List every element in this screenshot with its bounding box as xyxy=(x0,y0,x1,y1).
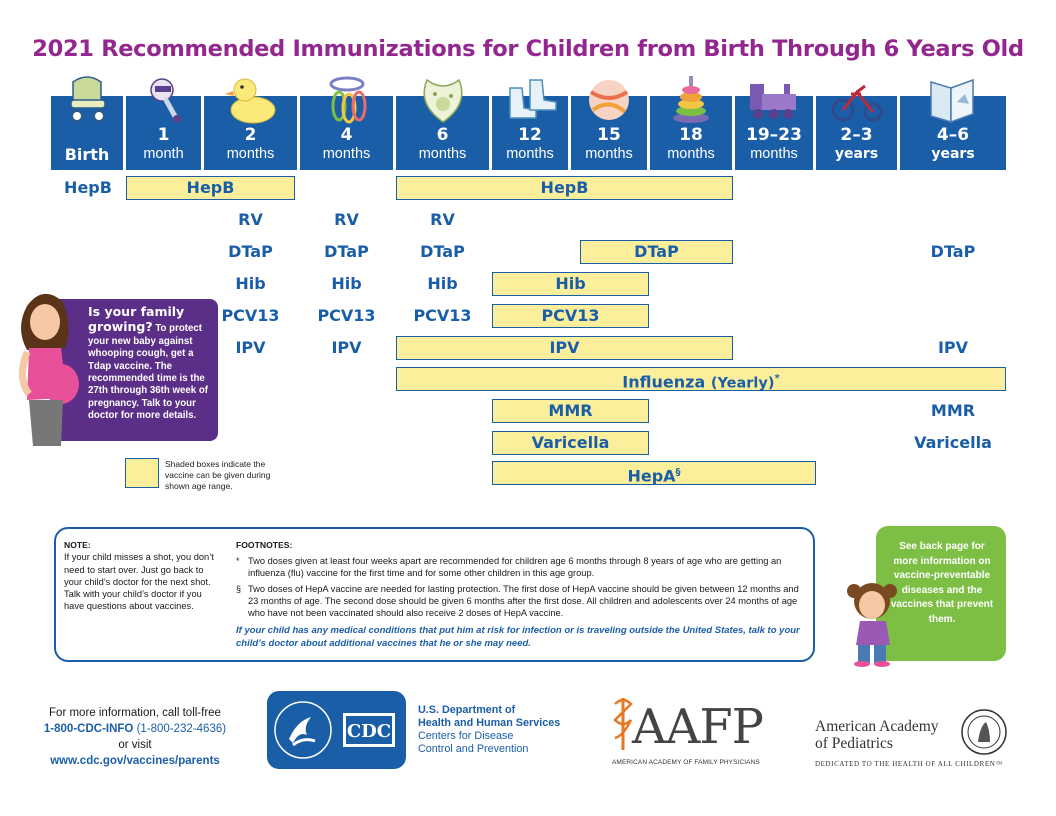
age-number: 19–23 xyxy=(746,125,802,145)
pregnancy-line-2: The recommended time is the 27th through 36th week of pregnancy. Talk to your doctor for more details. xyxy=(88,360,209,422)
rings-icon xyxy=(319,74,375,126)
legend-text: Shaded boxes indicate the vaccine can be given during shown age range. xyxy=(165,459,271,491)
stacking-rings-icon xyxy=(663,74,719,126)
age-2-3-years xyxy=(816,96,897,170)
girl-illustration xyxy=(842,575,912,667)
pregnancy-line-1: To protect your new baby against whooping cough, get a Tdap vaccine. xyxy=(88,323,202,372)
pregnant-woman-illustration xyxy=(5,288,90,446)
bar-varicella-12-15-months: Varicella xyxy=(492,431,649,455)
rattle-icon xyxy=(136,74,192,126)
vaccine-hib-2m: Hib xyxy=(235,274,266,293)
bar-mmr-12-15-months: MMR xyxy=(492,399,649,423)
vaccine-mmr-4-6y: MMR xyxy=(930,401,976,420)
age-unit: months xyxy=(418,146,467,162)
age-unit: years xyxy=(931,146,975,162)
hhs-eagle-icon xyxy=(267,691,406,769)
vaccine-ipv-2m: IPV xyxy=(235,338,266,357)
age-unit: years xyxy=(834,146,879,162)
vaccine-hib-6m: Hib xyxy=(427,274,458,293)
cdc-line-1: Centers for Disease xyxy=(418,730,514,742)
vaccine-hepb-birth: HepB xyxy=(64,178,112,197)
age-number: 2 xyxy=(244,125,257,145)
hhs-text xyxy=(418,704,598,756)
age-15-months xyxy=(571,96,647,170)
age-19-23-months xyxy=(735,96,813,170)
influenza-footnote-mark: * xyxy=(774,373,780,384)
age-number: 12 xyxy=(518,125,542,145)
age-unit: months xyxy=(322,146,371,162)
age-number: 6 xyxy=(436,125,449,145)
age-unit: months xyxy=(506,146,554,162)
aafp-wordmark: AAFP xyxy=(632,699,763,755)
vaccine-dtap-2m: DTaP xyxy=(228,242,273,261)
age-6-months xyxy=(396,96,489,170)
age-unit: month xyxy=(143,146,184,162)
age-1-month xyxy=(126,96,201,170)
age-unit: months xyxy=(226,146,275,162)
age-number: 2–3 xyxy=(840,125,873,145)
footnote-text: Two doses of HepA vaccine are needed for lasting protection. The first dose of HepA vaccine should be given between 12 months and 23 months of age. The second dose should be given 6 months after the first dose. All children and adolescents over 24 months of age who have not been vaccinated should also receive 2 doses of HepA vaccine. xyxy=(248,584,799,618)
hepa-footnote-mark: § xyxy=(675,467,681,478)
hhs-cdc-logo xyxy=(267,691,406,769)
age-12-months xyxy=(492,96,568,170)
age-birth xyxy=(51,96,123,170)
aap-name-line-2: of Pediatrics xyxy=(815,735,893,752)
vaccine-dtap-6m: DTaP xyxy=(420,242,465,261)
bar-hepa-12-23-months xyxy=(492,461,816,485)
contact-url-link[interactable]: www.cdc.gov/vaccines/parents xyxy=(50,755,220,767)
duck-icon xyxy=(223,74,279,126)
vaccine-rv-4m: RV xyxy=(334,210,359,229)
bar-hepb-6-18-months: HepB xyxy=(396,176,733,200)
train-icon xyxy=(746,74,802,126)
vaccine-pcv13-2m: PCV13 xyxy=(221,306,280,325)
vaccine-pcv13-6m: PCV13 xyxy=(413,306,472,325)
hhs-dept-line-2: Health and Human Services xyxy=(418,717,561,729)
age-18-months xyxy=(650,96,732,170)
influenza-label: Influenza xyxy=(622,372,706,392)
age-header-row xyxy=(51,73,1006,170)
influenza-yearly-label: (Yearly) xyxy=(710,375,775,392)
age-number: 4 xyxy=(340,125,353,145)
vaccine-varicella-4-6y: Varicella xyxy=(914,433,992,452)
age-number: 18 xyxy=(679,125,703,145)
vaccine-pcv13-4m: PCV13 xyxy=(317,306,376,325)
footnote-text: Two doses given at least four weeks apart are recommended for children age 6 months through 8 years of age who are getting an influenza (flu) vaccine for the first time and for some other children in this age group. xyxy=(248,556,782,578)
book-icon xyxy=(925,74,981,126)
age-number: 15 xyxy=(597,125,621,145)
note-text: If your child misses a shot, you don’t need to start over. Just go back to your child’s doctor for the next shot. Talk with your child’s doctor if you have questions about vaccines. xyxy=(64,552,214,612)
contact-line-1: For more information, call toll-free xyxy=(49,707,221,719)
age-2-months xyxy=(204,96,297,170)
footnotes-column xyxy=(236,539,806,650)
aafp-full-name: AMERICAN ACADEMY OF FAMILY PHYSICIANS xyxy=(612,759,760,766)
footnote-influenza xyxy=(236,555,806,579)
age-4-months xyxy=(300,96,393,170)
contact-phone-word: 1-800-CDC-INFO xyxy=(43,723,134,735)
age-label: Birth xyxy=(64,145,110,164)
aap-seal-icon xyxy=(960,708,1008,756)
cdc-mark: CDC xyxy=(346,721,392,742)
back-page-text: See back page for more information on vaccine-preventable diseases and the vaccines that prevent them. xyxy=(890,541,994,625)
page-title: 2021 Recommended Immunizations for Children from Birth Through 6 Years Old xyxy=(32,36,1024,62)
bar-influenza-yearly xyxy=(396,367,1006,391)
age-unit: months xyxy=(667,146,715,162)
cdc-line-2: Control and Prevention xyxy=(418,743,529,755)
pregnancy-text xyxy=(88,305,218,423)
vaccine-rv-6m: RV xyxy=(430,210,455,229)
ball-icon xyxy=(581,74,637,126)
note-title: NOTE: xyxy=(64,540,91,550)
note-column xyxy=(64,539,224,613)
vaccine-hib-4m: Hib xyxy=(331,274,362,293)
vaccine-dtap-4m: DTaP xyxy=(324,242,369,261)
vaccine-ipv-4m: IPV xyxy=(331,338,362,357)
notes-footnotes-box xyxy=(54,527,815,662)
age-unit: months xyxy=(585,146,633,162)
vaccine-ipv-4-6y: IPV xyxy=(937,338,969,357)
age-unit: months xyxy=(750,146,798,162)
tricycle-icon xyxy=(829,74,885,126)
bar-hepb-1-6-months: HepB xyxy=(126,176,295,200)
hepa-label: HepA xyxy=(627,466,676,486)
aap-tagline: DEDICATED TO THE HEALTH OF ALL CHILDREN™ xyxy=(815,760,1003,768)
age-number: 1 xyxy=(157,125,170,145)
travel-advice-text: If your child has any medical conditions that put him at risk for infection or is traveling outside the United States, talk to your child’s doctor about additional vaccines that he or she may need. xyxy=(236,625,800,649)
footnotes-title: FOOTNOTES: xyxy=(236,540,293,550)
bar-dtap-15-18-months: DTaP xyxy=(580,240,733,264)
stroller-icon xyxy=(59,74,115,126)
hhs-dept-line-1: U.S. Department of xyxy=(418,704,516,716)
pregnancy-heading: Is your family growing? xyxy=(88,304,185,335)
legend-swatch xyxy=(125,458,159,488)
bar-pcv13-12-15-months: PCV13 xyxy=(492,304,649,328)
age-4-6-years xyxy=(900,96,1006,170)
footnote-mark: § xyxy=(236,584,242,594)
aap-name xyxy=(815,718,939,752)
contact-phone-number: (1-800-232-4636) xyxy=(133,723,227,735)
aap-name-line-1: American Academy xyxy=(815,718,939,735)
bar-ipv-6-18-months: IPV xyxy=(396,336,733,360)
vaccine-rv-2m: RV xyxy=(238,210,263,229)
bib-icon xyxy=(415,74,471,126)
age-number: 4–6 xyxy=(936,125,970,145)
footnote-mark: * xyxy=(236,556,240,566)
booties-icon xyxy=(502,74,558,126)
contact-info xyxy=(30,705,240,769)
footnote-hepa xyxy=(236,583,806,619)
bar-hib-12-15-months: Hib xyxy=(492,272,649,296)
contact-line-3: or visit xyxy=(118,739,152,751)
vaccine-dtap-4-6y: DTaP xyxy=(930,242,976,261)
